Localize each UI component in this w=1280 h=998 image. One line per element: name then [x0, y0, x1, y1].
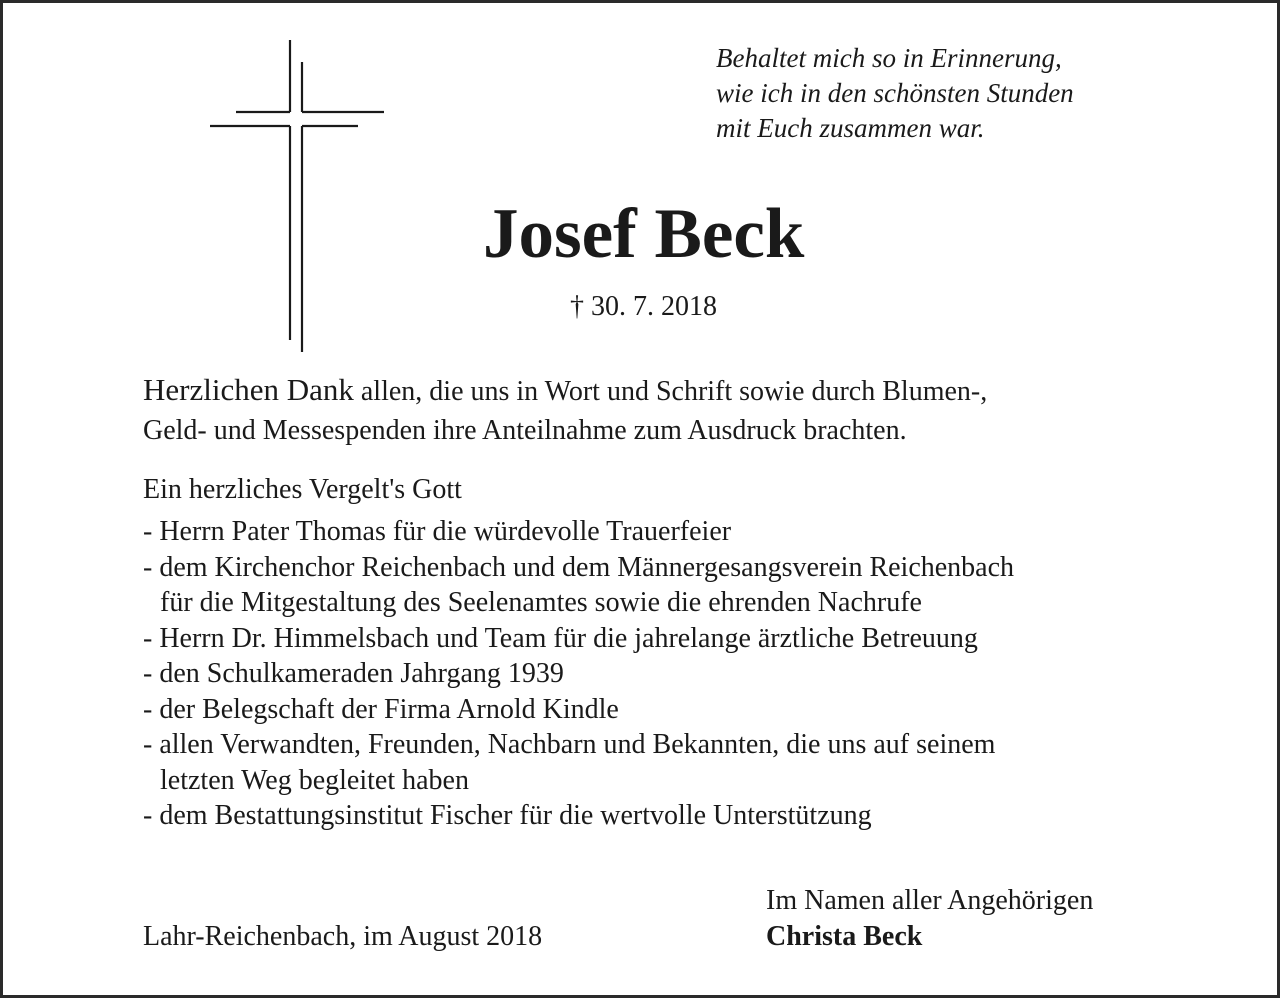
list-item: - dem Bestattungsinstitut Fischer für die wertvolle Unterstützung [143, 800, 872, 831]
list-item: - Herrn Dr. Himmelsbach und Team für die jahrelange ärztliche Betreuung [143, 622, 978, 654]
list-item: - den Schulkameraden Jahrgang 1939 [143, 658, 564, 689]
motto-quote [716, 41, 1074, 146]
signature-block [766, 883, 1093, 955]
thanks-line-2: Geld- und Messespenden ihre Anteilnahme zum Ausdruck brachten. [143, 415, 907, 446]
list-item: - Herrn Pater Thomas für die würdevolle Trauerfeier [143, 516, 732, 547]
motto-line: wie ich in den schönsten Stunden [716, 78, 1074, 108]
list-item-continuation: letzten Weg begleitet haben [160, 764, 469, 796]
death-date: † 30. 7. 2018 [570, 291, 717, 322]
list-item: - dem Kirchenchor Reichenbach und dem Männergesangsverein Reichenbach [143, 551, 1015, 583]
on-behalf-text: Im Namen aller Angehörigen [766, 885, 1094, 916]
signer-name: Christa Beck [766, 921, 923, 952]
cross-icon [206, 40, 386, 352]
thanks-line-1-rest: allen, die uns in Wort und Schrift sowie durch Blumen-, [353, 376, 988, 407]
place-date: Lahr-Reichenbach, im August 2018 [143, 921, 543, 952]
thanks-lead: Herzlichen Dank [143, 372, 354, 407]
motto-line: mit Euch zusammen war. [716, 113, 985, 143]
list-item: - der Belegschaft der Firma Arnold Kindle [143, 693, 619, 725]
list-item-continuation: für die Mitgestaltung des Seelenamtes sowie die ehrenden Nachrufe [160, 587, 922, 618]
deceased-name: Josef Beck [483, 195, 805, 273]
list-item: - allen Verwandten, Freunden, Nachbarn und Bekannten, die uns auf seinem [143, 729, 996, 760]
thanks-list [143, 514, 1014, 834]
thanks-line-1 [143, 372, 987, 409]
greeting: Ein herzliches Vergelt's Gott [143, 474, 462, 505]
motto-line: Behaltet mich so in Erinnerung, [716, 43, 1062, 73]
